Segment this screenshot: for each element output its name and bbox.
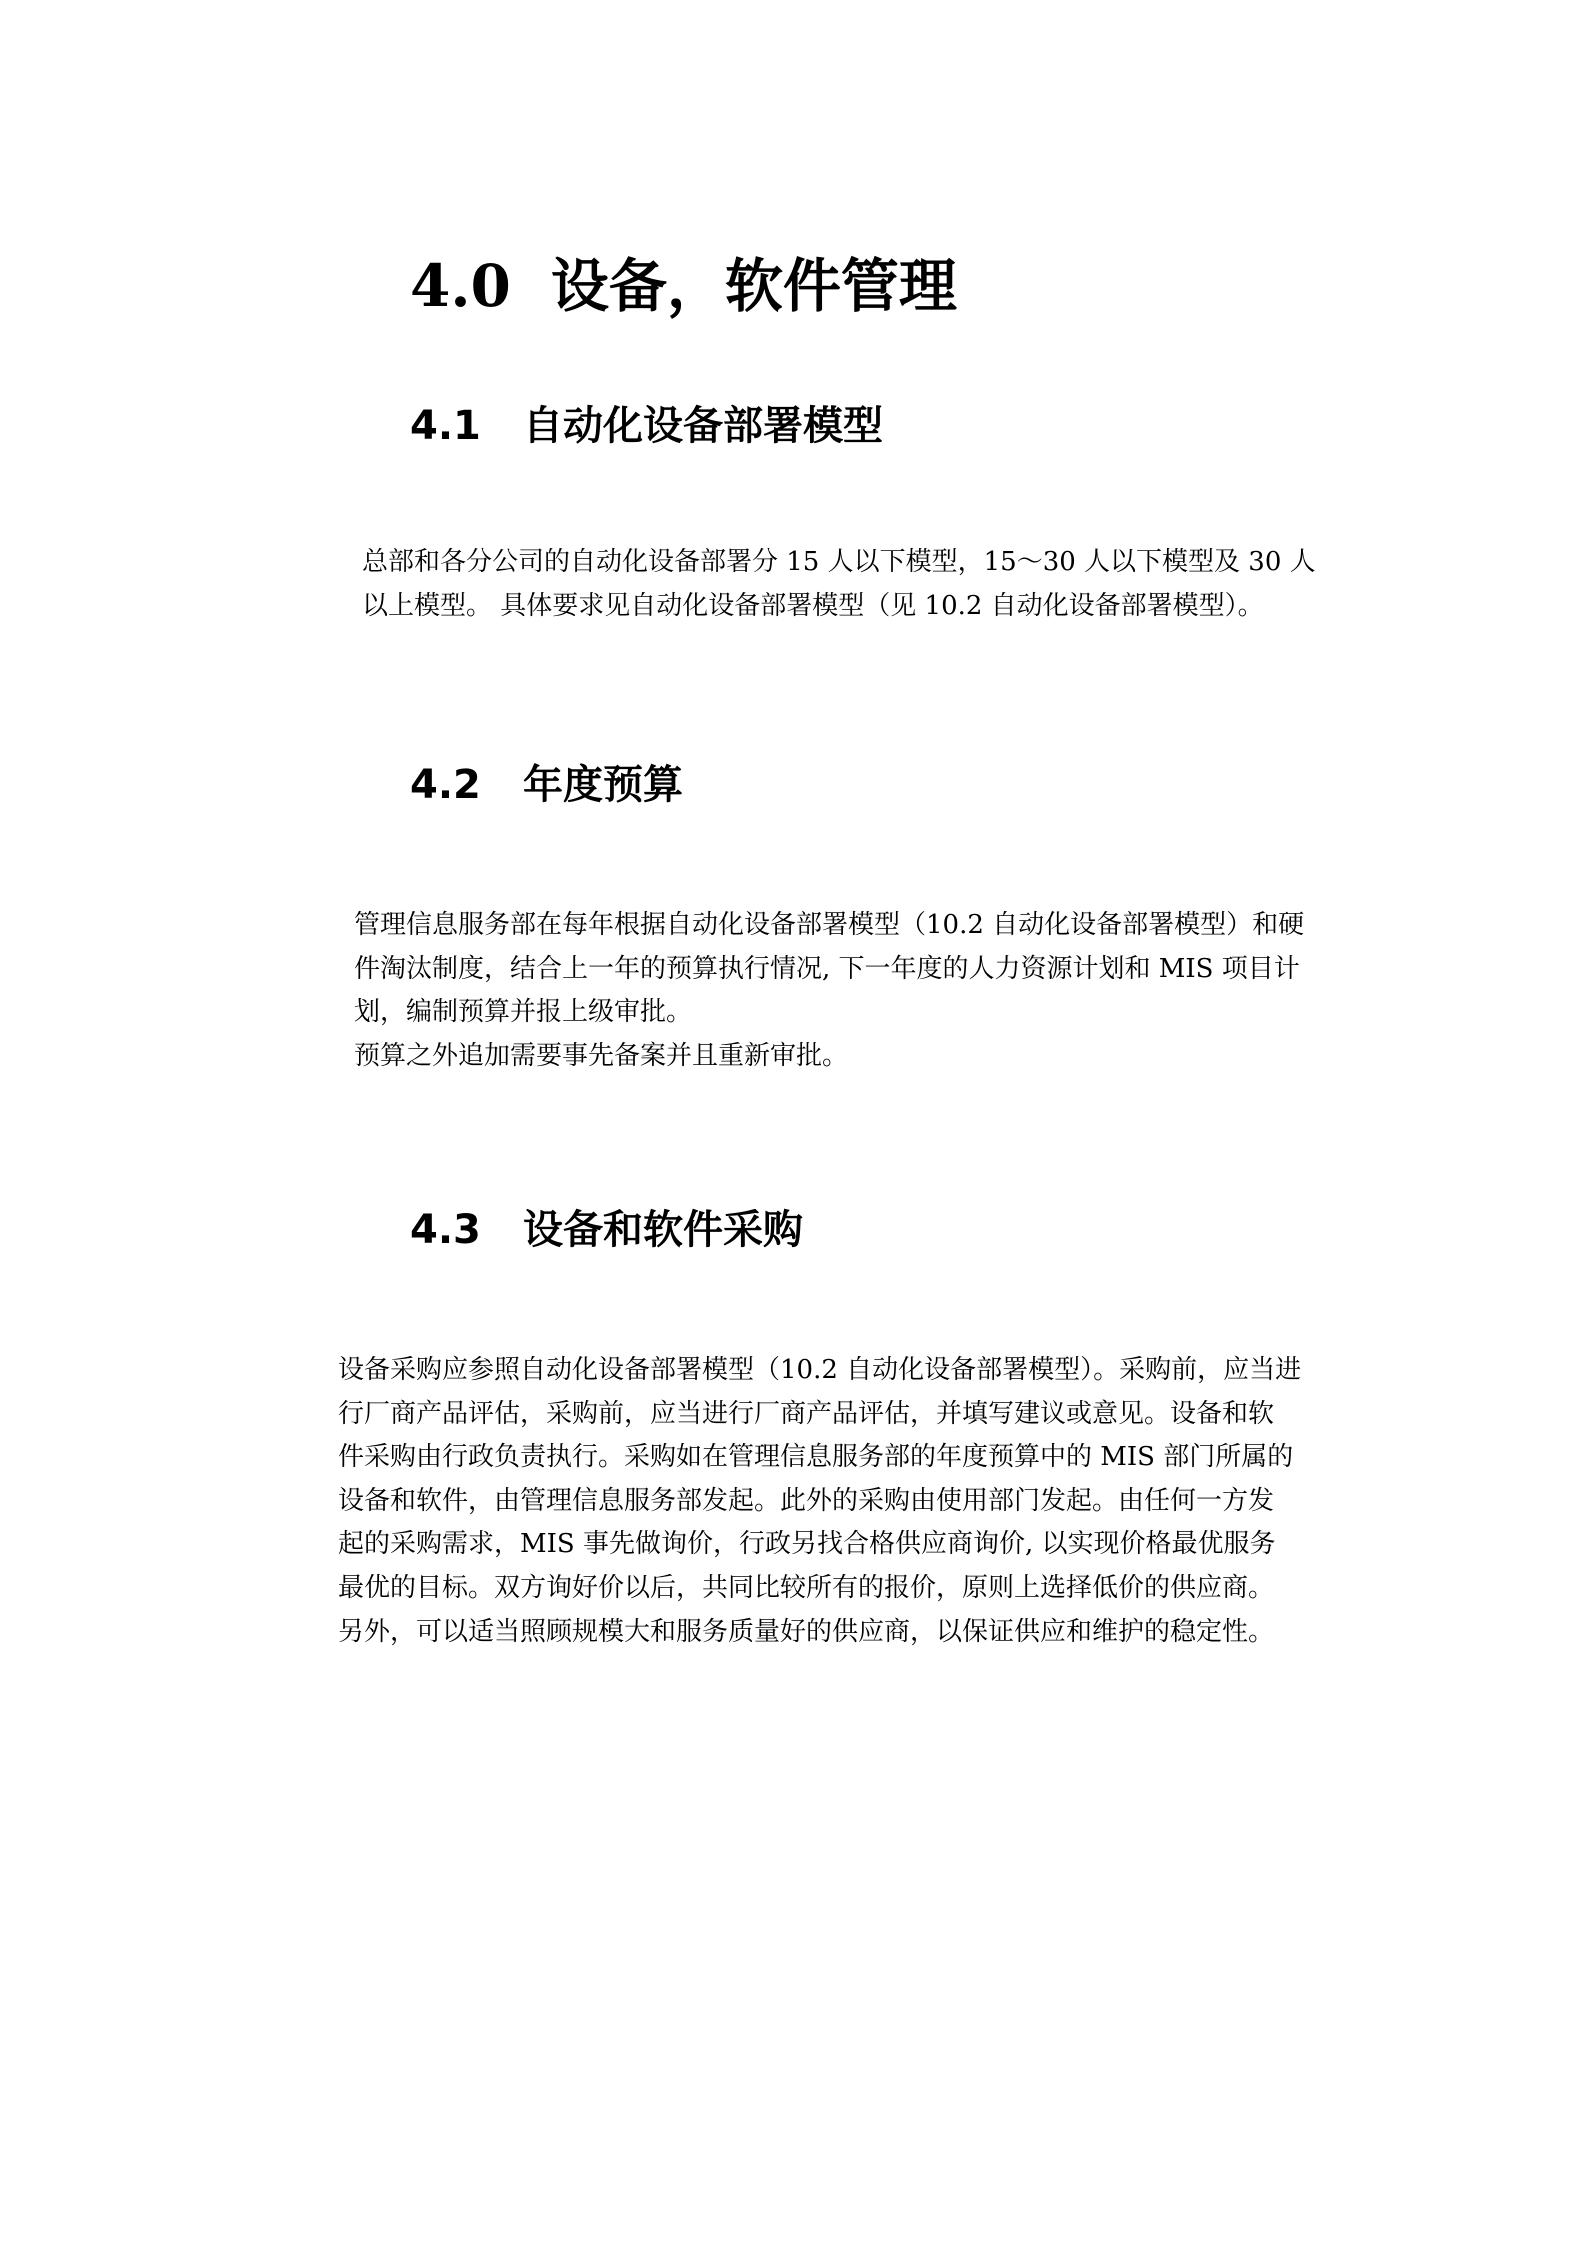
section-number: 4.3 [410, 1207, 481, 1253]
section-number: 4.2 [410, 762, 481, 808]
chapter-number: 4.0 [410, 252, 511, 320]
section-number: 4.1 [410, 403, 481, 449]
section-heading [410, 398, 883, 454]
chapter-title: 设备，软件管理 [550, 252, 957, 320]
paragraph-line: 管理信息服务部在每年根据自动化设备部署模型（10.2 自动化设备部署模型）和硬 [354, 910, 1305, 940]
section-paragraph [338, 1349, 1352, 1654]
section-paragraph [354, 904, 1352, 1078]
paragraph-line: 设备和软件，由管理信息服务部发起。此外的采购由使用部门发起。由任何一方发 [338, 1485, 1275, 1516]
section-title: 设备和软件采购 [523, 1207, 803, 1253]
paragraph-line: 以上模型。 具体要求见自动化设备部署模型（见 10.2 自动化设备部署模型）。 [362, 590, 1264, 621]
chapter-heading [410, 248, 957, 324]
paragraph-line: 另外，可以适当照顾规模大和服务质量好的供应商，以保证供应和维护的稳定性。 [338, 1616, 1275, 1647]
paragraph-line: 总部和各分公司的自动化设备部署分 15 人以下模型，15～30 人以下模型及 30 人 [362, 547, 1316, 577]
paragraph-line: 起的采购需求，MIS 事先做询价，行政另找合格供应商询价, 以实现价格最优服务 [338, 1529, 1276, 1560]
paragraph-line: 划，编制预算并报上级审批。 [354, 997, 693, 1028]
section-title: 自动化设备部署模型 [523, 403, 883, 449]
section-heading [410, 757, 683, 813]
paragraph-line: 行厂商产品评估，采购前，应当进行厂商产品评估，并填写建议或意见。设备和软 [338, 1398, 1275, 1429]
section-heading [410, 1202, 803, 1258]
section-paragraph [362, 541, 1352, 628]
paragraph-line: 预算之外追加需要事先备案并且重新审批。 [354, 1040, 849, 1071]
paragraph-line: 设备采购应参照自动化设备部署模型（10.2 自动化设备部署模型）。采购前，应当进 [338, 1355, 1302, 1385]
paragraph-line: 最优的目标。双方询好价以后，共同比较所有的报价，原则上选择低价的供应商。 [338, 1572, 1275, 1603]
section-title: 年度预算 [523, 762, 683, 808]
paragraph-line: 件采购由行政负责执行。采购如在管理信息服务部的年度预算中的 MIS 部门所属的 [338, 1442, 1294, 1473]
paragraph-line: 件淘汰制度，结合上一年的预算执行情况, 下一年度的人力资源计划和 MIS 项目计 [354, 953, 1300, 984]
